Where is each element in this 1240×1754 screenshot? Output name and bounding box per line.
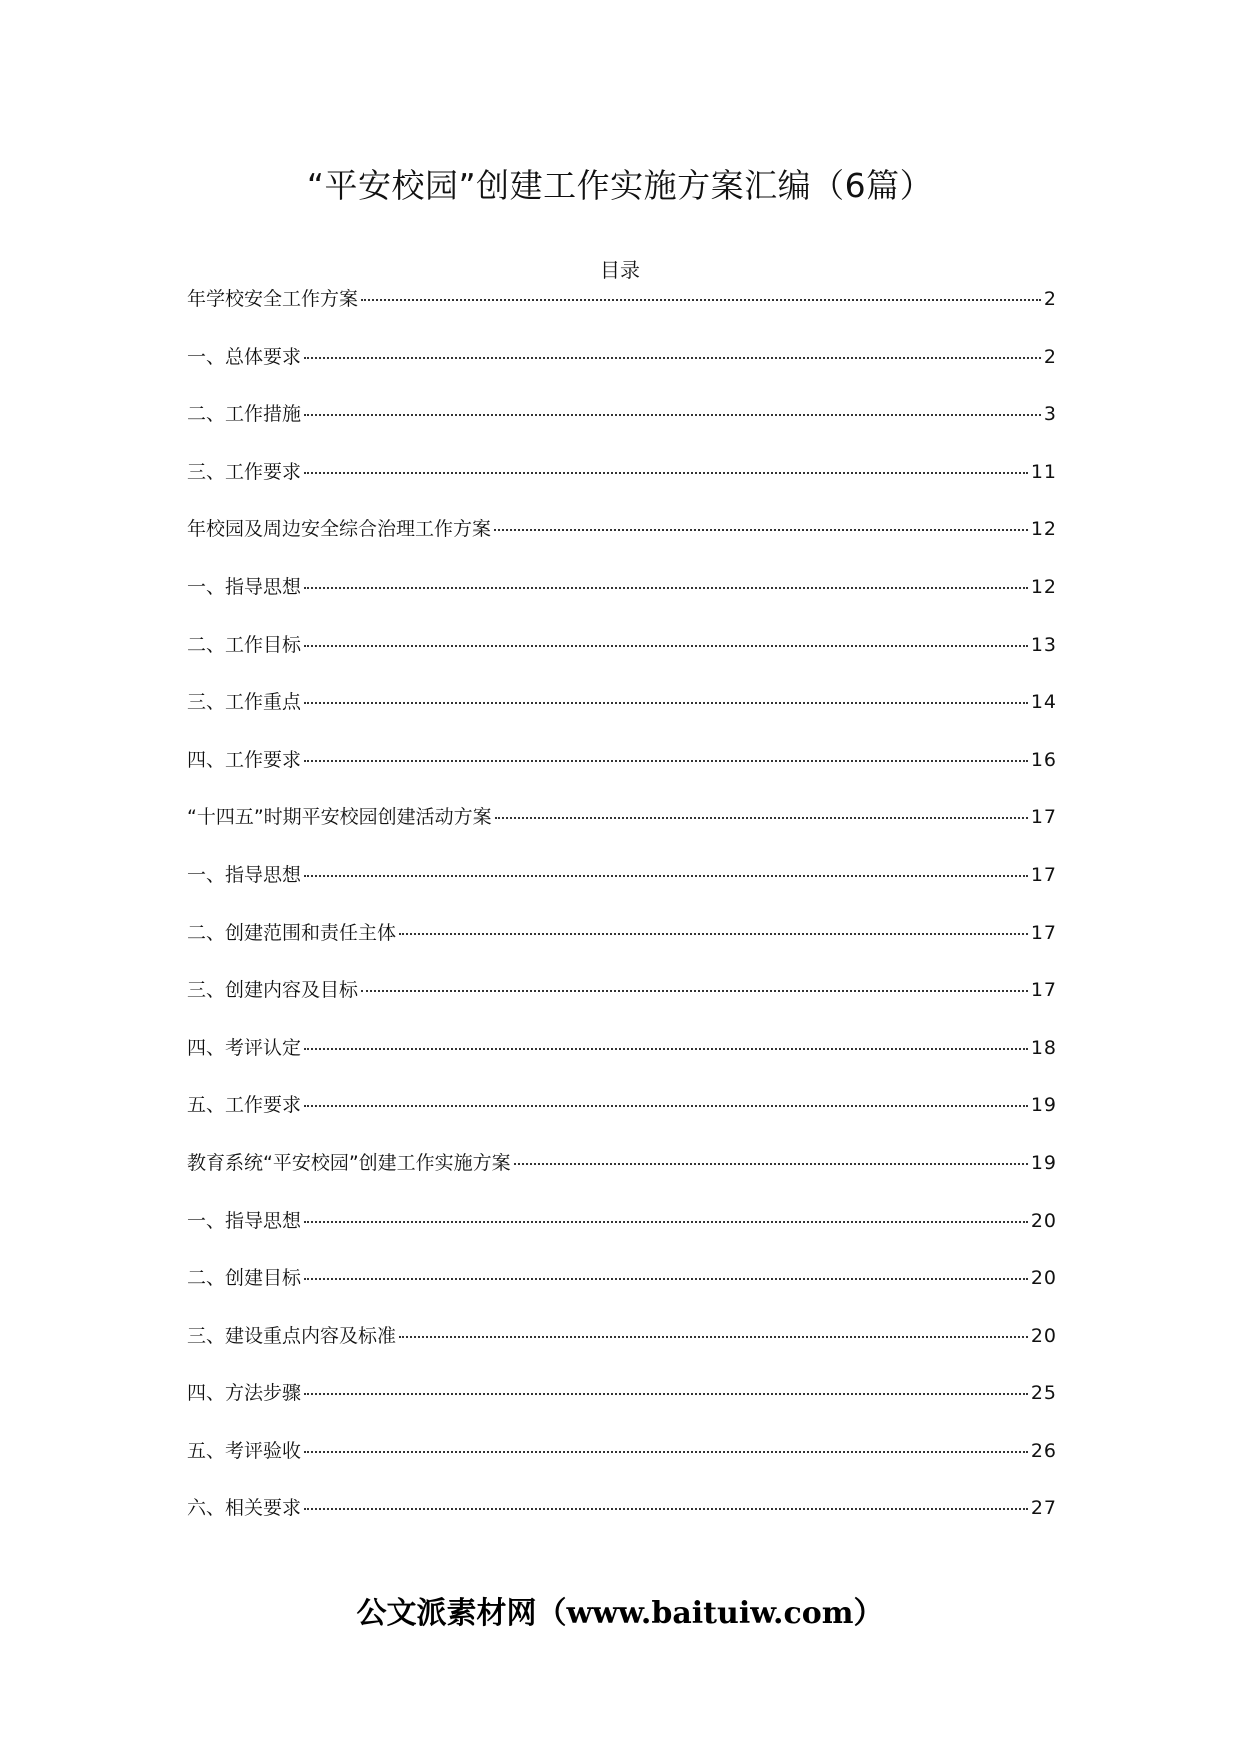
toc-entry-page: 3 [1043,403,1057,426]
toc-entry-text: 六、相关要求 [187,1497,302,1520]
toc-entry-page: 20 [1030,1209,1057,1232]
toc-entry[interactable] [187,284,1057,342]
toc-entry[interactable] [187,918,1057,976]
toc-dot-leader [494,529,1028,531]
toc-entry[interactable] [187,630,1057,688]
toc-dot-leader [304,1508,1028,1510]
toc-entry[interactable] [187,1090,1057,1148]
toc-entry-text: 五、工作要求 [187,1094,302,1117]
toc-entry[interactable] [187,1206,1057,1264]
toc-dot-leader [304,357,1041,359]
toc-entry-text: 教育系统“平安校园”创建工作实施方案 [187,1151,511,1174]
toc-entry-text: 五、考评验收 [187,1439,302,1462]
toc-entry-text: 四、考评认定 [187,1036,302,1059]
toc-entry-text: 三、创建内容及目标 [187,979,359,1002]
toc-entry[interactable] [187,399,1057,457]
toc-entry[interactable] [187,514,1057,572]
toc-dot-leader [361,299,1041,301]
toc-dot-leader [304,1048,1028,1050]
toc-entry-page: 17 [1030,806,1057,829]
toc-entry-text: 二、工作措施 [187,403,302,426]
toc-entry-page: 19 [1030,1094,1057,1117]
toc-entry-text: 三、工作要求 [187,460,302,483]
toc-entry[interactable] [187,1033,1057,1091]
toc-entry-text: 三、工作重点 [187,691,302,714]
toc-dot-leader [304,472,1028,474]
toc-entry[interactable] [187,1263,1057,1321]
toc-dot-leader [304,1278,1028,1280]
toc-entry-text: 年学校安全工作方案 [187,288,359,310]
toc-entry-text: 一、指导思想 [187,863,302,886]
toc-entry[interactable] [187,1378,1057,1436]
toc-dot-leader [514,1163,1028,1165]
toc-entry-page: 18 [1030,1036,1057,1059]
toc-entry[interactable] [187,860,1057,918]
toc-entry[interactable] [187,572,1057,630]
toc-entry-text: 二、创建范围和责任主体 [187,921,397,944]
toc-dot-leader [361,990,1028,992]
toc-entry-text: 四、工作要求 [187,748,302,771]
toc-entry[interactable] [187,802,1057,860]
toc-entry-page: 2 [1043,345,1057,368]
toc-entry-page: 19 [1030,1151,1057,1174]
toc-entry[interactable] [187,1321,1057,1379]
toc-dot-leader [304,645,1028,647]
toc-entry-page: 26 [1030,1439,1057,1462]
toc-entry-page: 17 [1030,979,1057,1002]
toc-entry-page: 20 [1030,1324,1057,1347]
toc-entry-text: 二、创建目标 [187,1267,302,1290]
toc-dot-leader [304,1393,1028,1395]
toc-entry-page: 16 [1030,748,1057,771]
toc-entry-text: 一、指导思想 [187,575,302,598]
toc-entry-text: 二、工作目标 [187,633,302,656]
toc-entry-page: 13 [1030,633,1057,656]
toc-dot-leader [304,587,1028,589]
toc-entry-page: 14 [1030,691,1057,714]
toc-entry-page: 11 [1030,460,1057,483]
toc-entry[interactable] [187,1493,1057,1551]
table-of-contents [187,284,1057,1551]
toc-dot-leader [399,1336,1028,1338]
toc-entry-page: 12 [1030,518,1057,541]
toc-entry[interactable] [187,457,1057,515]
toc-entry-text: 年校园及周边安全综合治理工作方案 [187,518,492,541]
toc-entry-page: 17 [1030,921,1057,944]
toc-entry-text: 一、指导思想 [187,1209,302,1232]
toc-entry-text: 三、建设重点内容及标准 [187,1324,397,1347]
toc-dot-leader [304,414,1041,416]
toc-entry-text: “十四五”时期平安校园创建活动方案 [187,806,492,829]
toc-heading: 目录 [600,258,640,282]
toc-entry-page: 2 [1043,288,1057,310]
toc-dot-leader [304,1221,1028,1223]
toc-dot-leader [304,760,1028,762]
toc-dot-leader [304,702,1028,704]
toc-entry-page: 17 [1030,863,1057,886]
toc-entry[interactable] [187,975,1057,1033]
toc-entry-text: 四、方法步骤 [187,1382,302,1405]
toc-entry[interactable] [187,1436,1057,1494]
toc-entry[interactable] [187,1148,1057,1206]
toc-entry-page: 27 [1030,1497,1057,1520]
toc-entry[interactable] [187,687,1057,745]
toc-dot-leader [304,875,1028,877]
toc-entry-text: 一、总体要求 [187,345,302,368]
toc-entry[interactable] [187,745,1057,803]
toc-dot-leader [304,1105,1028,1107]
toc-dot-leader [495,817,1028,819]
toc-entry[interactable] [187,342,1057,400]
toc-entry-page: 20 [1030,1267,1057,1290]
toc-entry-page: 12 [1030,575,1057,598]
document-title: “平安校园”创建工作实施方案汇编（6篇） [306,166,934,205]
toc-dot-leader [304,1451,1028,1453]
toc-entry-page: 25 [1030,1382,1057,1405]
footer-watermark: 公文派素材网（www.baituiw.com） [356,1596,884,1631]
toc-dot-leader [399,933,1028,935]
